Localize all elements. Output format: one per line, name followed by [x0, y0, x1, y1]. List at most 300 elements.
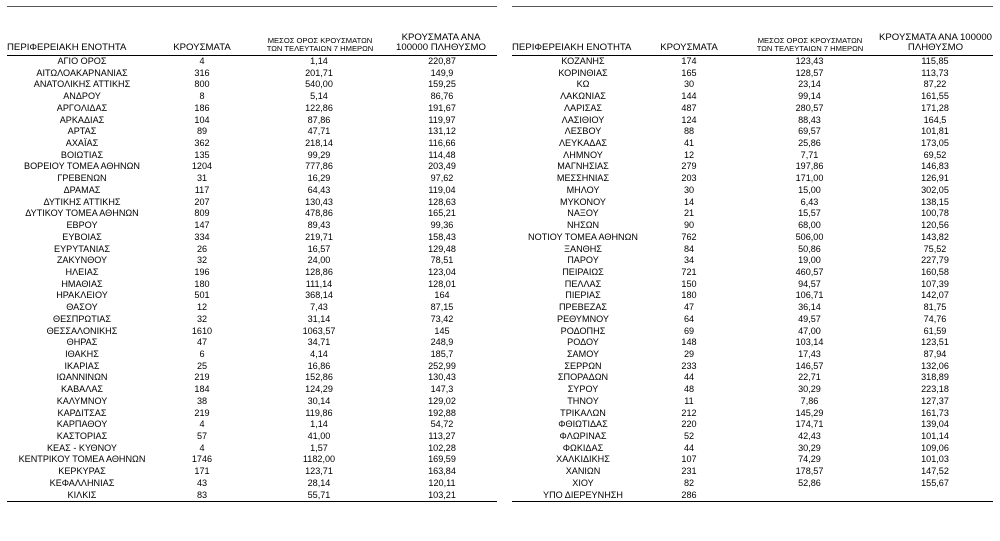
- avg-7-days-value: 1063,57: [302, 325, 336, 336]
- region-name: ΗΜΑΘΙΑΣ: [61, 278, 103, 289]
- region-name: ΚΑΣΤΟΡΙΑΣ: [56, 431, 108, 441]
- avg-7-days-value: 25,86: [798, 138, 821, 149]
- table-row: [512, 408, 993, 420]
- table-row: [7, 396, 497, 408]
- cases-table-right: [512, 14, 993, 502]
- per-100k-value: 158,43: [428, 231, 456, 242]
- region-name: ΗΛΕΙΑΣ: [65, 266, 99, 277]
- avg-7-days-value: 506,00: [795, 231, 824, 242]
- region-name: ΑΡΤΑΣ: [67, 126, 97, 137]
- cases-value: 34: [683, 255, 695, 266]
- region-name: ΠΕΛΛΑΣ: [564, 278, 602, 289]
- table-row: [512, 68, 993, 80]
- per-100k-value: 69,52: [923, 149, 947, 160]
- avg-7-days-value: 4,14: [310, 348, 328, 359]
- avg-7-days-value: 6,43: [800, 196, 819, 207]
- table-row: [512, 161, 993, 173]
- table-row: [7, 68, 497, 80]
- region-name: ΝΗΣΩΝ: [566, 220, 600, 231]
- cases-value: 44: [683, 442, 695, 453]
- region-name: ΠΕΙΡΑΙΩΣ: [562, 266, 604, 277]
- table-row: [7, 161, 497, 173]
- region-name: ΕΥΡΥΤΑΝΙΑΣ: [54, 243, 110, 254]
- cases-value: 286: [681, 489, 697, 500]
- avg-7-days-value: 178,57: [795, 466, 824, 477]
- avg-7-days-value: 69,57: [798, 126, 821, 137]
- table-row: [512, 255, 993, 267]
- cases-value: 220: [681, 419, 697, 430]
- cases-value: 21: [683, 208, 695, 219]
- region-name: ΗΡΑΚΛΕΙΟΥ: [56, 290, 108, 301]
- cases-value: 41: [683, 138, 695, 149]
- cases-value: 30: [683, 184, 695, 195]
- per-100k-value: 227,79: [921, 255, 949, 266]
- per-100k-value: 160,58: [921, 266, 949, 277]
- table-row: [512, 279, 993, 291]
- avg-7-days-value: 7,43: [310, 302, 328, 313]
- per-100k-value: 131,12: [428, 126, 456, 137]
- cases-value: 11: [684, 395, 694, 406]
- per-100k-value: 203,49: [428, 161, 456, 172]
- table-row: [512, 384, 993, 396]
- per-100k-value: 101,03: [921, 454, 949, 465]
- region-name: ΚΑΡΠΑΘΟΥ: [56, 419, 108, 430]
- per-100k-value: 115,85: [921, 56, 949, 66]
- region-name: ΧΑΝΙΩΝ: [565, 466, 601, 477]
- table-row: [512, 173, 993, 185]
- avg-7-days-value: 47,00: [798, 325, 821, 336]
- cases-value: 180: [681, 290, 697, 301]
- region-name: ΠΑΡΟΥ: [567, 255, 599, 266]
- table-header: [512, 14, 993, 56]
- cases-value: 90: [683, 220, 695, 231]
- avg-7-days-value: 41,00: [307, 431, 331, 441]
- table-row: [512, 419, 993, 431]
- table-body: [512, 56, 993, 502]
- table-row: [512, 314, 993, 326]
- per-100k-value: 109,06: [921, 442, 949, 453]
- table-row: [512, 91, 993, 103]
- cases-value: 6: [199, 348, 205, 359]
- cases-value: 83: [196, 489, 208, 500]
- per-100k-value: 171,28: [921, 102, 949, 113]
- per-100k-value: 87,94: [923, 348, 947, 359]
- region-name: ΥΠΟ ΔΙΕΡΕΥΝΗΣΗ: [543, 489, 623, 500]
- avg-7-days-value: 64,43: [307, 184, 331, 195]
- cases-value: 721: [681, 266, 697, 277]
- per-100k-value: 130,43: [428, 372, 456, 383]
- cases-value: 487: [681, 102, 697, 113]
- table-row: [512, 337, 993, 349]
- cases-value: 47: [196, 337, 208, 348]
- region-name: ΧΑΛΚΙΔΙΚΗΣ: [556, 454, 610, 465]
- avg-7-days-value: 50,86: [798, 243, 821, 254]
- avg-7-days-value: 68,00: [798, 220, 821, 231]
- per-100k-value: 81,75: [923, 302, 947, 313]
- per-100k-value: 116,66: [428, 138, 456, 149]
- avg-7-days-value: 122,86: [305, 102, 333, 113]
- region-name: ΑΡΚΑΔΙΑΣ: [59, 114, 105, 125]
- per-100k-value: 97,62: [430, 173, 454, 184]
- cases-value: 30: [683, 79, 695, 90]
- per-100k-value: 75,52: [923, 243, 947, 254]
- region-name: ΦΩΚΙΔΑΣ: [562, 442, 604, 453]
- table-row: [512, 208, 993, 220]
- table-row: [512, 478, 993, 490]
- per-100k-value: 119,97: [428, 114, 456, 125]
- avg-7-days-value: 145,29: [795, 407, 824, 418]
- cases-value: 14: [683, 196, 695, 207]
- table-row: [7, 115, 497, 127]
- per-100k-value: 113,27: [428, 431, 456, 441]
- cases-value: 32: [196, 313, 208, 324]
- region-name: ΔΡΑΜΑΣ: [63, 184, 101, 195]
- per-100k-value: 129,48: [428, 243, 456, 254]
- per-100k-value: 123,04: [428, 266, 456, 277]
- per-100k-value: 163,84: [428, 466, 456, 477]
- region-name: ΡΟΔΟΥ: [567, 337, 599, 348]
- avg-7-days-value: 74,29: [798, 454, 821, 465]
- cases-value: 47: [683, 302, 695, 313]
- avg-7-days-value: 99,29: [307, 149, 331, 160]
- region-name: ΣΠΟΡΑΔΩΝ: [557, 372, 609, 383]
- cases-value: 144: [681, 91, 697, 102]
- cases-value: 84: [683, 243, 695, 254]
- table-row: [512, 197, 993, 209]
- avg-7-days-value: 174,71: [795, 419, 824, 430]
- avg-7-days-value: 124,29: [305, 384, 333, 395]
- avg-7-days-value: 478,86: [305, 208, 333, 219]
- per-100k-value: 103,21: [428, 489, 456, 500]
- avg-7-days-value: 1,14: [310, 56, 328, 66]
- table-row: [512, 302, 993, 314]
- cases-value: 171: [194, 466, 210, 477]
- table-row: [512, 267, 993, 279]
- avg-7-days-value: 103,14: [795, 337, 824, 348]
- avg-7-days-value: 130,43: [305, 196, 333, 207]
- cases-value: 800: [194, 79, 210, 90]
- region-name: ΛΑΡΙΣΑΣ: [563, 102, 603, 113]
- table-row: [512, 431, 993, 443]
- avg-7-days-value: 22,71: [798, 372, 821, 383]
- region-name: ΧΙΟΥ: [572, 477, 594, 488]
- table-row: [7, 220, 497, 232]
- avg-7-days-value: 219,71: [305, 231, 333, 242]
- avg-7-days-value: 171,00: [795, 173, 824, 184]
- table-row: [7, 197, 497, 209]
- avg-7-days-value: 128,86: [305, 266, 333, 277]
- per-100k-value: 302,05: [921, 184, 949, 195]
- per-100k-value: 100,78: [921, 208, 949, 219]
- table-row: [7, 466, 497, 478]
- per-100k-value: 318,89: [921, 372, 949, 383]
- cases-value: 12: [683, 149, 695, 160]
- per-100k-value: 123,51: [921, 337, 949, 348]
- region-name: ΚΕΝΤΡΙΚΟΥ ΤΟΜΕΑ ΑΘΗΝΩΝ: [18, 454, 146, 465]
- table-row: [7, 337, 497, 349]
- table-row: [7, 419, 497, 431]
- per-100k-value: 164: [434, 290, 450, 301]
- per-100k-value: 101,81: [921, 126, 949, 137]
- header-cases: ΚΡΟΥΣΜΑΤΑ: [660, 41, 718, 53]
- cases-value: 107: [681, 454, 697, 465]
- table-row: [512, 185, 993, 197]
- region-name: ΑΧΑΪΑΣ: [65, 138, 99, 149]
- avg-7-days-value: 7,71: [800, 149, 819, 160]
- cases-value: 29: [683, 348, 695, 359]
- table-row: [7, 138, 497, 150]
- header-region: ΠΕΡΙΦΕΡΕΙΑΚΗ ΕΝΟΤΗΤΑ: [512, 41, 632, 53]
- cases-value: 231: [681, 466, 697, 477]
- avg-7-days-value: 146,57: [795, 360, 824, 371]
- table-row: [512, 79, 993, 91]
- per-100k-value: 169,59: [428, 454, 456, 465]
- cases-value: 124: [681, 114, 697, 125]
- header-cases-per-100k: ΚΡΟΥΣΜΑΤΑ ΑΝΑ 100000 ΠΛΗΘΥΣΜΟ: [879, 31, 992, 53]
- table-row: [7, 185, 497, 197]
- avg-7-days-value: 111,14: [305, 278, 333, 289]
- avg-7-days-value: 49,57: [798, 313, 821, 324]
- cases-value: 52: [683, 431, 695, 441]
- table-row: [512, 454, 993, 466]
- cases-value: 57: [196, 431, 208, 441]
- cases-value: 148: [681, 337, 697, 348]
- table-row: [512, 126, 993, 138]
- region-name: ΜΗΛΟΥ: [566, 184, 600, 195]
- cases-value: 186: [194, 102, 210, 113]
- table-row: [7, 279, 497, 291]
- cases-value: 174: [681, 56, 697, 66]
- avg-7-days-value: 16,29: [307, 173, 331, 184]
- table-row: [7, 255, 497, 267]
- cases-value: 203: [681, 173, 697, 184]
- per-100k-value: [880, 490, 990, 502]
- region-name: ΚΑΒΑΛΑΣ: [60, 384, 104, 395]
- cases-value: 165: [681, 67, 697, 78]
- table-row: [7, 443, 497, 455]
- avg-7-days-value: [757, 490, 862, 502]
- cases-value: 233: [681, 360, 697, 371]
- region-name: ΦΘΙΩΤΙΔΑΣ: [558, 419, 608, 430]
- region-name: ΑΓΙΟ ΟΡΟΣ: [57, 56, 107, 66]
- table-row: [512, 220, 993, 232]
- region-name: ΚΕΦΑΛΛΗΝΙΑΣ: [49, 477, 115, 488]
- cases-value: 88: [683, 126, 695, 137]
- cases-value: 180: [194, 278, 210, 289]
- avg-7-days-value: 89,43: [307, 220, 331, 231]
- per-100k-value: 149,9: [430, 67, 454, 78]
- region-name: ΚΕΡΚΥΡΑΣ: [58, 466, 106, 477]
- cases-value: 69: [683, 325, 695, 336]
- per-100k-value: 155,67: [921, 477, 949, 488]
- table-row: [7, 326, 497, 338]
- table-row: [512, 396, 993, 408]
- region-name: ΛΑΣΙΘΙΟΥ: [561, 114, 605, 125]
- avg-7-days-value: 197,86: [795, 161, 824, 172]
- table-row: [7, 431, 497, 443]
- per-100k-value: 142,07: [921, 290, 949, 301]
- cases-value: 31: [196, 173, 208, 184]
- region-name: ΔΥΤΙΚΟΥ ΤΟΜΕΑ ΑΘΗΝΩΝ: [25, 208, 139, 219]
- per-100k-value: 191,67: [428, 102, 456, 113]
- avg-7-days-value: 87,86: [307, 114, 331, 125]
- region-name: ΤΡΙΚΑΛΩΝ: [560, 407, 606, 418]
- per-100k-value: 102,28: [428, 442, 456, 453]
- table-row: [512, 138, 993, 150]
- per-100k-value: 119,04: [428, 184, 456, 195]
- per-100k-value: 248,9: [430, 337, 454, 348]
- region-name: ΑΝΔΡΟΥ: [63, 91, 101, 102]
- avg-7-days-value: 16,57: [307, 243, 331, 254]
- cases-value: 89: [196, 126, 208, 137]
- region-name: ΕΒΡΟΥ: [66, 220, 98, 231]
- cases-value: 38: [196, 395, 208, 406]
- header-cases: ΚΡΟΥΣΜΑΤΑ: [173, 41, 231, 53]
- per-100k-value: 54,72: [430, 419, 454, 430]
- region-name: ΛΗΜΝΟΥ: [563, 149, 603, 160]
- cases-value: 48: [683, 384, 695, 395]
- region-name: ΤΗΝΟΥ: [567, 395, 599, 406]
- per-100k-value: 73,42: [430, 313, 454, 324]
- table-row: [7, 244, 497, 256]
- region-name: ΓΡΕΒΕΝΩΝ: [57, 173, 107, 184]
- avg-7-days-value: 42,43: [798, 431, 821, 441]
- avg-7-days-value: 1,57: [310, 442, 328, 453]
- avg-7-days-value: 15,57: [798, 208, 821, 219]
- per-100k-value: 147,3: [430, 384, 454, 395]
- cases-value: 207: [194, 196, 210, 207]
- table-row: [512, 232, 993, 244]
- table-row: [7, 490, 497, 502]
- per-100k-value: 252,99: [428, 360, 456, 371]
- per-100k-value: 185,7: [430, 348, 454, 359]
- cases-value: 1746: [191, 454, 213, 465]
- cases-value: 43: [196, 477, 208, 488]
- region-name: ΠΙΕΡΙΑΣ: [565, 290, 601, 301]
- avg-7-days-value: 30,14: [307, 395, 331, 406]
- region-name: ΚΙΛΚΙΣ: [67, 489, 97, 500]
- region-name: ΜΕΣΣΗΝΙΑΣ: [556, 173, 610, 184]
- avg-7-days-value: 28,14: [307, 477, 331, 488]
- cases-table-left: [7, 14, 497, 502]
- per-100k-value: 164,5: [923, 114, 947, 125]
- region-name: ΚΩ: [576, 79, 590, 90]
- per-100k-value: 128,63: [428, 196, 456, 207]
- table-row: [7, 126, 497, 138]
- region-name: ΚΕΑΣ - ΚΥΘΝΟΥ: [46, 442, 117, 453]
- per-100k-value: 126,91: [921, 173, 949, 184]
- region-name: ΛΕΣΒΟΥ: [564, 126, 602, 137]
- per-100k-value: 138,15: [921, 196, 949, 207]
- avg-7-days-value: 15,00: [798, 184, 821, 195]
- region-name: ΡΟΔΟΠΗΣ: [560, 325, 606, 336]
- header-avg-7-days: ΜΕΣΟΣ ΟΡΟΣ ΚΡΟΥΣΜΑΤΩΝ ΤΩΝ ΤΕΛΕΥΤΑΙΩΝ 7 ΗΜΕΡΩΝ: [756, 36, 864, 54]
- avg-7-days-value: 123,43: [795, 56, 824, 66]
- region-name: ΣΥΡΟΥ: [567, 384, 599, 395]
- table-row: [7, 408, 497, 420]
- avg-7-days-value: 24,00: [307, 255, 331, 266]
- table-row: [7, 173, 497, 185]
- cases-value: 279: [681, 161, 697, 172]
- cases-value: 26: [196, 243, 208, 254]
- region-name: ΠΡΕΒΕΖΑΣ: [558, 302, 608, 313]
- per-100k-value: 113,73: [921, 67, 949, 78]
- per-100k-value: 86,76: [430, 91, 454, 102]
- cases-value: 82: [683, 477, 695, 488]
- header-region: ΠΕΡΙΦΕΡΕΙΑΚΗ ΕΝΟΤΗΤΑ: [7, 41, 127, 53]
- region-name: ΒΟΡΕΙΟΥ ΤΟΜΕΑ ΑΘΗΝΩΝ: [24, 161, 140, 172]
- cases-value: 117: [194, 184, 210, 195]
- avg-7-days-value: 99,14: [798, 91, 821, 102]
- per-100k-value: 139,04: [921, 419, 949, 430]
- per-100k-value: 132,06: [921, 360, 949, 371]
- cases-value: 4: [199, 56, 205, 66]
- avg-7-days-value: 19,00: [798, 255, 821, 266]
- cases-value: 316: [194, 67, 210, 78]
- cases-value: 8: [199, 91, 205, 102]
- cases-value: 64: [683, 313, 695, 324]
- table-row: [7, 232, 497, 244]
- table-row: [512, 244, 993, 256]
- cases-value: 32: [196, 255, 208, 266]
- region-name: ΘΑΣΟΥ: [66, 302, 98, 313]
- avg-7-days-value: 201,71: [305, 67, 333, 78]
- region-name: ΛΕΥΚΑΔΑΣ: [558, 138, 608, 149]
- avg-7-days-value: 94,57: [798, 278, 821, 289]
- table-row: [512, 115, 993, 127]
- cases-value: 809: [194, 208, 210, 219]
- avg-7-days-value: 88,43: [798, 114, 821, 125]
- region-name: ΑΙΤΩΛΟΑΚΑΡΝΑΝΙΑΣ: [36, 67, 128, 78]
- cases-value: 501: [194, 290, 210, 301]
- per-100k-value: 74,76: [923, 313, 947, 324]
- per-100k-value: 107,39: [921, 278, 949, 289]
- table-row: [7, 79, 497, 91]
- region-name: ΙΚΑΡΙΑΣ: [64, 360, 100, 371]
- avg-7-days-value: 152,86: [305, 372, 333, 383]
- region-name: ΑΝΑΤΟΛΙΚΗΣ ΑΤΤΙΚΗΣ: [33, 79, 131, 90]
- cases-value: 147: [194, 220, 210, 231]
- cases-value: 219: [194, 407, 210, 418]
- header-cases-per-100k: ΚΡΟΥΣΜΑΤΑ ΑΝΑ 100000 ΠΛΗΘΥΣΜΟ: [396, 31, 486, 53]
- per-100k-value: 128,01: [428, 278, 456, 289]
- cases-value: 135: [194, 149, 210, 160]
- per-100k-value: 145: [434, 325, 450, 336]
- table-row: [512, 372, 993, 384]
- avg-7-days-value: 1182,00: [302, 454, 336, 465]
- header-avg-7-days: ΜΕΣΟΣ ΟΡΟΣ ΚΡΟΥΣΜΑΤΩΝ ΤΩΝ ΤΕΛΕΥΤΑΙΩΝ 7 ΗΜΕΡΩΝ: [266, 36, 374, 54]
- per-100k-value: 120,56: [921, 220, 949, 231]
- region-name: ΚΑΡΔΙΤΣΑΣ: [57, 407, 107, 418]
- avg-7-days-value: 368,14: [305, 290, 333, 301]
- per-100k-value: 78,51: [430, 255, 454, 266]
- region-name: ΑΡΓΟΛΙΔΑΣ: [56, 102, 108, 113]
- cases-value: 150: [681, 278, 697, 289]
- cases-value: 762: [681, 231, 697, 242]
- avg-7-days-value: 123,71: [305, 466, 333, 477]
- region-name: ΚΑΛΥΜΝΟΥ: [56, 395, 108, 406]
- table-row: [7, 302, 497, 314]
- cases-value: 212: [681, 407, 697, 418]
- table-row: [7, 384, 497, 396]
- per-100k-value: 61,59: [923, 325, 947, 336]
- region-name: ΖΑΚΥΝΘΟΥ: [56, 255, 108, 266]
- avg-7-days-value: 218,14: [305, 138, 333, 149]
- avg-7-days-value: 55,71: [307, 489, 331, 500]
- per-100k-value: 165,21: [428, 208, 456, 219]
- per-100k-value: 159,25: [428, 79, 456, 90]
- per-100k-value: 220,87: [428, 56, 456, 66]
